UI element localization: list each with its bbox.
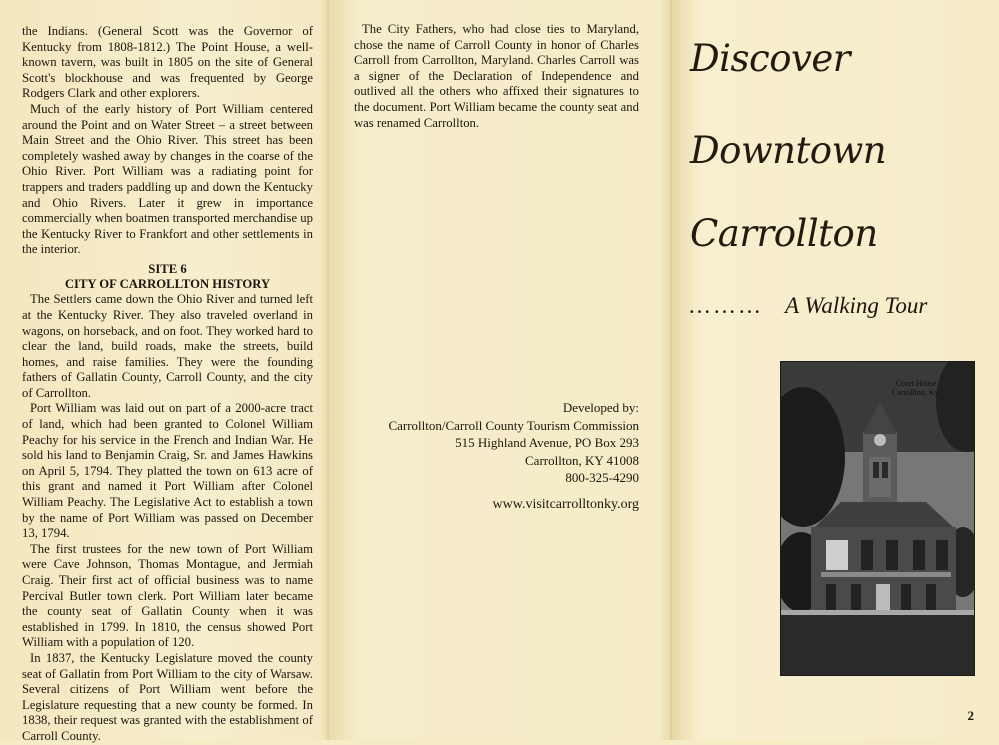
left-paragraph-3: The Settlers came down the Ohio River and turned left at the Kentucky River. They also traveled overland in wagons, on horseback, and on foot. They worked hard to clear the land, build roads, make the streets, build homes, and raise families. They were the founding fathers of Gallatin County, Carroll County, and the city of Carrollton. bbox=[22, 292, 313, 400]
photo-caption-line-2: Carrollton, Ky. bbox=[891, 388, 940, 397]
subtitle-line bbox=[688, 293, 927, 319]
subtitle-dots: ……… bbox=[688, 293, 763, 318]
middle-panel bbox=[328, 0, 668, 740]
courthouse-photo bbox=[780, 361, 975, 676]
courthouse-illustration bbox=[781, 362, 974, 675]
left-panel bbox=[0, 0, 326, 743]
site-label: SITE 6 bbox=[148, 261, 187, 276]
middle-paragraph-1: The City Fathers, who had close ties to Maryland, chose the name of Carroll County in honor of Charles Carroll from Carrollton, Maryland. Charles Carroll was a signer of the Declaration of Independence and outlived all the others who affixed their signatures to the document. Port William became the county seat and was renamed Carrollton. bbox=[354, 22, 639, 130]
site-title: CITY OF CARROLLTON HISTORY bbox=[64, 277, 271, 292]
developed-by-label: Developed by: bbox=[562, 400, 639, 415]
title-carrollton: Carrollton bbox=[690, 212, 878, 255]
left-paragraph-6: In 1837, the Kentucky Legislature moved the county seat of Gallatin from Port William to the city of Warsaw. Several citizens of Port William went before the Legislature requesting that a new county be formed. In 1838, their request was granted with the establishment of Carroll County. bbox=[22, 650, 313, 743]
photo-caption-line-1: Court House bbox=[895, 379, 937, 388]
street-address: 515 Highland Avenue, PO Box 293 bbox=[455, 435, 639, 450]
left-paragraph-5: The first trustees for the new town of Port William were Cave Johnson, Thomas Montague, and Jermiah Craig. Their first act of official business was to name Percival Butler town clerk. Port William later became the county seat of Gallatin County when it was established in 1799. In 1810, the census showed Port William with a population of 120. bbox=[22, 541, 313, 650]
city-state-zip: Carrollton, KY 41008 bbox=[525, 452, 639, 468]
photo-caption bbox=[892, 379, 940, 397]
right-panel bbox=[672, 0, 999, 740]
title-downtown: Downtown bbox=[690, 129, 887, 172]
phone-number: 800-325-4290 bbox=[565, 470, 639, 485]
subtitle-text: A Walking Tour bbox=[785, 293, 928, 318]
page-number: 2 bbox=[967, 708, 974, 723]
organization-name: Carrollton/Carroll County Tourism Commission bbox=[388, 417, 639, 433]
left-paragraph-2: Much of the early history of Port William centered around the Point and on Water Street – a street between Main Street and the Ohio River. This street has been completely washed away by changes in the coarse of the Ohio River. Port William was a radiating point for trappers and traders paddling up and down the Kentucky and Ohio Rivers. Later it grew in importance commercially when boatmen transported merchandise up the Kentucky River to Frankfort and other settlements in the interior. bbox=[22, 101, 313, 257]
title-discover: Discover bbox=[690, 37, 850, 80]
developer-info bbox=[388, 399, 639, 513]
left-paragraph-4: Port William was laid out on part of a 2000-acre tract of land, which had been granted to Colonel William Peachy for his service in the French and Indian War. He sold his land to Benjamin Craig, Sr. and James Hawkins on April 5, 1794. They platted the town on 613 acre of this grant and named it Port William after Colonel William Peachy. The Legislative Act to establish a town by the name of Port William was passed on December 13, 1794. bbox=[22, 401, 313, 541]
left-paragraph-1: the Indians. (General Scott was the Governor of Kentucky from 1808-1812.) The Point House, a well-known tavern, was built in 1805 on the site of General Scott's blockhouse and was frequented by George Rodgers Clark and other explorers. bbox=[22, 24, 313, 101]
website-url: www.visitcarrolltonky.org bbox=[492, 496, 639, 512]
